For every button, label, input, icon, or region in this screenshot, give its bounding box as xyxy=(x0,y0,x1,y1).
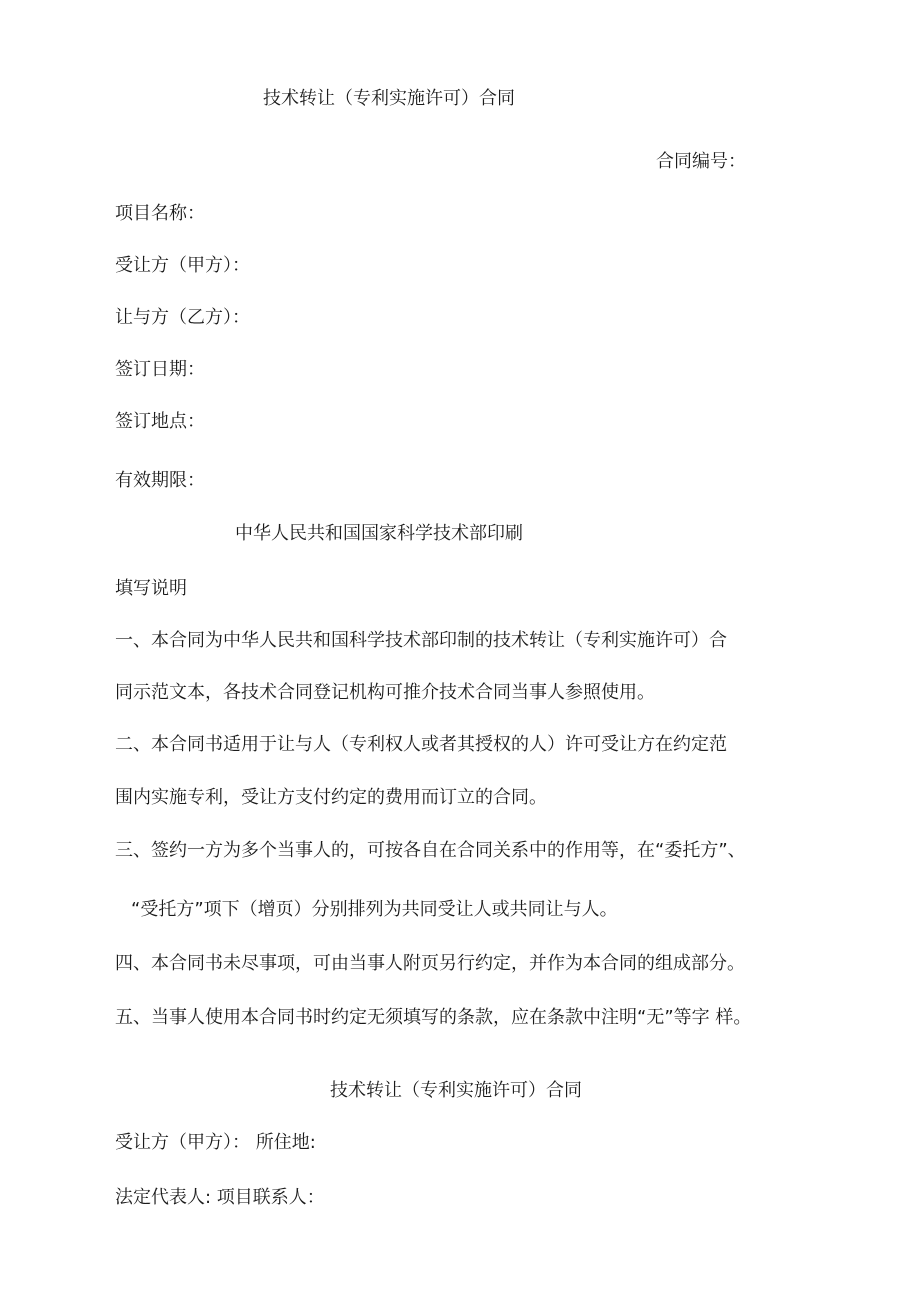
transferor-field: 让与方（乙方）： xyxy=(115,307,250,328)
instruction-line: 二、本合同书适用于让与人（专利权人或者其授权的人）许可受让方在约定范 xyxy=(115,734,727,755)
document-title: 技术转让（专利实施许可）合同 xyxy=(263,88,515,109)
signing-place-field: 签订地点： xyxy=(115,411,205,432)
instructions-heading: 填写说明 xyxy=(115,578,187,599)
publisher-line: 中华人民共和国国家科学技术部印刷 xyxy=(235,523,523,544)
instruction-line: 围内实施专利，受让方支付约定的费用而订立的合同。 xyxy=(115,787,547,808)
instruction-line: 四、本合同书未尽事项，可由当事人附页另行约定，并作为本合同的组成部分。 xyxy=(115,953,745,974)
project-name-field: 项目名称： xyxy=(115,203,205,224)
instruction-line: 五、当事人使用本合同书时约定无须填写的条款，应在条款中注明“无”等字 样。 xyxy=(115,1007,752,1028)
transferee-field: 受让方（甲方）： xyxy=(115,255,250,276)
validity-period-field: 有效期限： xyxy=(115,470,205,491)
party-line: 受让方（甲方）： 所住地: xyxy=(115,1132,316,1153)
contract-number-label: 合同编号： xyxy=(656,151,746,172)
signing-date-field: 签订日期： xyxy=(115,359,205,380)
instruction-line: 同示范文本，各技术合同登记机构可推介技术合同当事人参照使用。 xyxy=(115,682,655,703)
party-line: 法定代表人: 项目联系人： xyxy=(115,1187,325,1208)
instruction-line: 三、签约一方为多个当事人的，可按各自在合同关系中的作用等，在“委托方”、 xyxy=(115,840,746,861)
instruction-line: “受托方”项下（增页）分别排列为共同受让人或共同让与人。 xyxy=(131,899,618,920)
instruction-line: 一、本合同为中华人民共和国科学技术部印制的技术转让（专利实施许可）合 xyxy=(115,630,727,651)
contract-title: 技术转让（专利实施许可）合同 xyxy=(330,1080,582,1101)
